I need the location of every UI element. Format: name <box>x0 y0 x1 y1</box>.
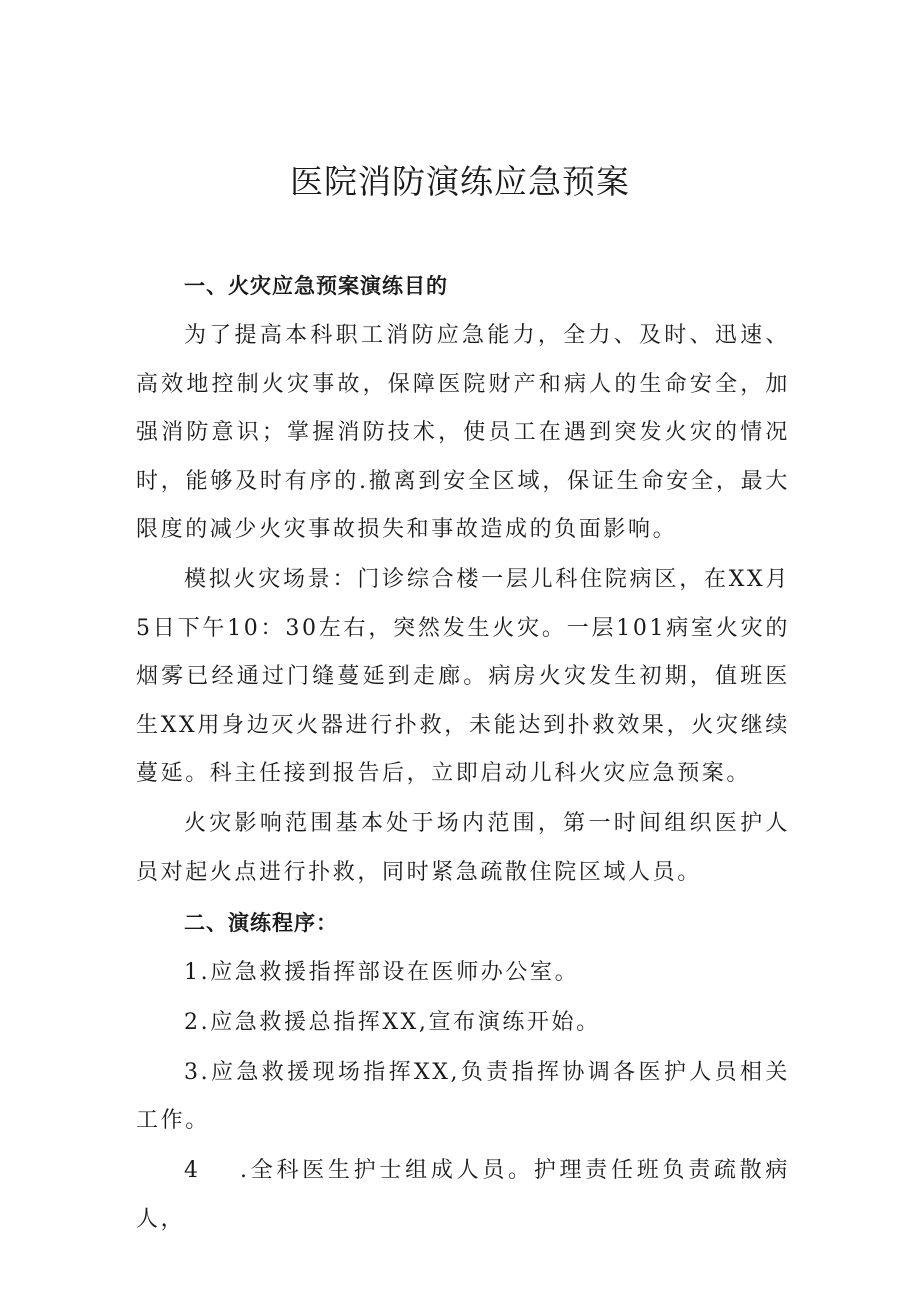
step-text: .全科医生护士组成人员。护理责任班负责疏散病人， <box>136 1158 790 1232</box>
step-text: .应急救援指挥部设在医师办公室。 <box>200 959 580 985</box>
document-title: 医院消防演练应急预案 <box>290 162 630 201</box>
step-text: .应急救援总指挥XX,宣布演练开始。 <box>200 1009 601 1035</box>
step-text: .应急救援现场指挥XX,负责指挥协调各医护人员相关工作。 <box>136 1059 790 1133</box>
paragraph-scope: 火灾影响范围基本处于场内范围，第一时间组织医护人员对起火点进行扑救，同时紧急疏散住院区域人员。 <box>136 811 790 885</box>
paragraph-scenario: 模拟火灾场景：门诊综合楼一层儿科住院病区，在XX月5日下午10：30左右，突然发生火灾。一层101病室火灾的烟雾已经通过门缝蔓延到走廊。病房火灾发生初期，值班医生XX用身边灭火器进行扑救，未能达到扑救效果，火灾继续蔓延。科主任接到报告后，立即启动儿科火灾应急预案。 <box>136 567 790 786</box>
step-number: 4 <box>184 1158 201 1183</box>
step-number: 3 <box>184 1059 201 1085</box>
procedure-step <box>136 949 790 998</box>
procedure-step <box>136 1147 790 1244</box>
procedure-step <box>136 1049 790 1146</box>
section-heading-purpose: 一、火灾应急预案演练目的 <box>184 274 448 298</box>
section-heading-procedure: 二、演练程序： <box>184 910 338 935</box>
document-body <box>136 262 790 1246</box>
step-number: 1 <box>184 959 201 985</box>
paragraph-purpose: 为了提高本科职工消防应急能力，全力、及时、迅速、高效地控制火灾事故，保障医院财产和病人的生命安全，加强消防意识；掌握消防技术，使员工在遇到突发火灾的情况时，能够及时有序的.撤离到安全区域，保证生命安全，最大限度的减少火灾事故损失和事故造成的负面影响。 <box>136 323 790 542</box>
step-number: 2 <box>184 1009 201 1035</box>
procedure-step <box>136 999 790 1048</box>
